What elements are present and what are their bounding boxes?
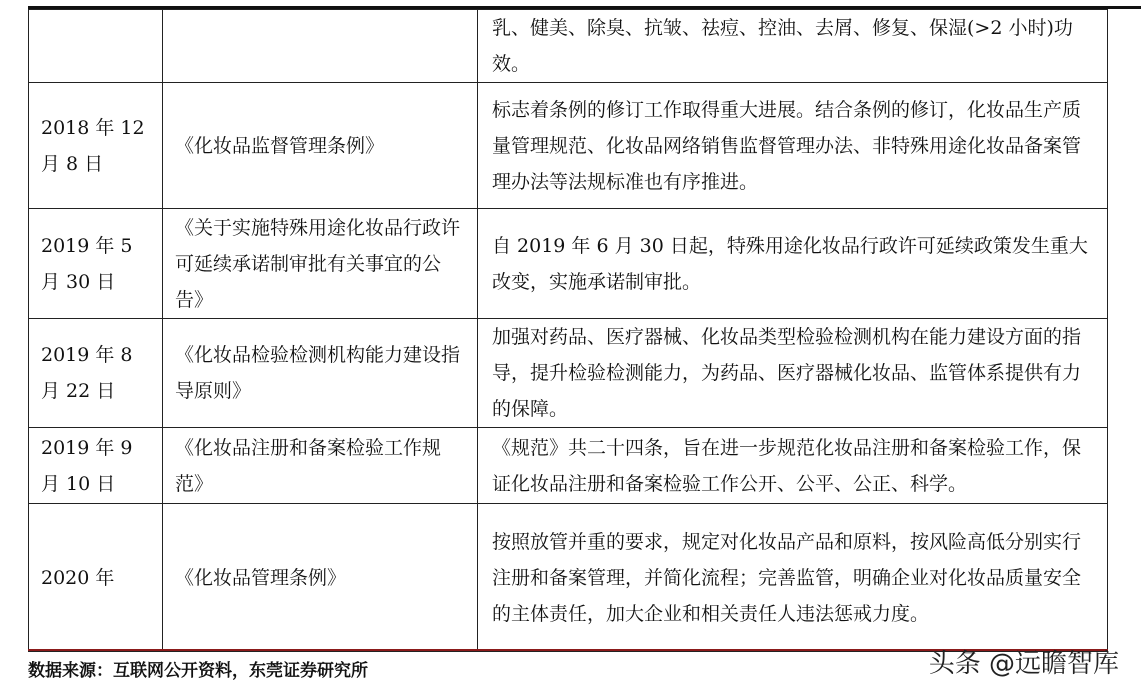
data-source-note: 数据来源：互联网公开资料，东莞证券研究所 bbox=[28, 661, 368, 681]
table-row bbox=[29, 319, 1108, 428]
description-cell: 加强对药品、医疗器械、化妆品类型检验检测机构在能力建设方面的指导，提升检验检测能力，为药品、医疗器械化妆品、监管体系提供有力的保障。 bbox=[478, 319, 1108, 428]
description-cell: 标志着条例的修订工作取得重大进展。结合条例的修订，化妆品生产质量管理规范、化妆品网络销售监督管理办法、非特殊用途化妆品备案管理办法等法规标准也有序推进。 bbox=[478, 83, 1108, 209]
date-cell: 2020 年 bbox=[29, 504, 163, 652]
table-row bbox=[29, 10, 1108, 83]
watermark: 头条 @远瞻智库 bbox=[928, 649, 1119, 679]
regulation-cell: 《关于实施特殊用途化妆品行政许可延续承诺制审批有关事宜的公告》 bbox=[163, 209, 478, 319]
description-cell: 按照放管并重的要求，规定对化妆品产品和原料，按风险高低分别实行注册和备案管理，并简化流程；完善监管，明确企业对化妆品质量安全的主体责任，加大企业和相关责任人违法惩戒力度。 bbox=[478, 504, 1108, 652]
regulation-cell: 《化妆品检验检测机构能力建设指导原则》 bbox=[163, 319, 478, 428]
regulation-cell: 《化妆品注册和备案检验工作规范》 bbox=[163, 428, 478, 504]
description-cell: 自 2019 年 6 月 30 日起，特殊用途化妆品行政许可延续政策发生重大改变，实施承诺制审批。 bbox=[478, 209, 1108, 319]
date-cell: 2018 年 12 月 8 日 bbox=[29, 83, 163, 209]
table-row bbox=[29, 209, 1108, 319]
regulation-cell bbox=[163, 10, 478, 83]
table-row bbox=[29, 504, 1108, 652]
regulation-cell: 《化妆品管理条例》 bbox=[163, 504, 478, 652]
regulation-table bbox=[28, 9, 1108, 652]
description-cell: 《规范》共二十四条，旨在进一步规范化妆品注册和备案检验工作，保证化妆品注册和备案检验工作公开、公平、公正、科学。 bbox=[478, 428, 1108, 504]
description-cell: 乳、健美、除臭、抗皱、祛痘、控油、去屑、修复、保湿(>2 小时)功效。 bbox=[478, 10, 1108, 83]
date-cell: 2019 年 9 月 10 日 bbox=[29, 428, 163, 504]
date-cell: 2019 年 8 月 22 日 bbox=[29, 319, 163, 428]
table-row bbox=[29, 83, 1108, 209]
date-cell bbox=[29, 10, 163, 83]
date-cell: 2019 年 5 月 30 日 bbox=[29, 209, 163, 319]
regulation-cell: 《化妆品监督管理条例》 bbox=[163, 83, 478, 209]
table-row bbox=[29, 428, 1108, 504]
